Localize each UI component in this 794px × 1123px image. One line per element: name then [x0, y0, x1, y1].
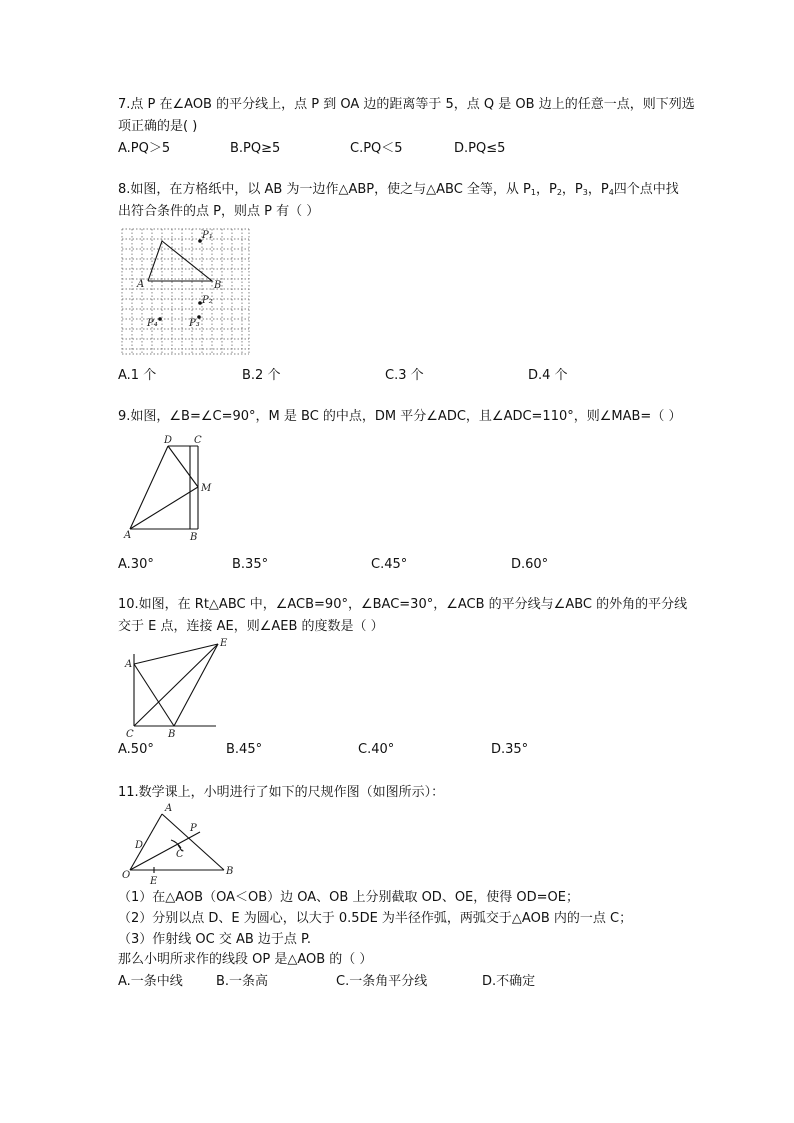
q10-option-c[interactable]: C.40°	[358, 742, 395, 757]
q10-figure	[120, 636, 230, 740]
q8-option-b[interactable]: B.2 个	[242, 368, 281, 383]
q10-option-a[interactable]: A.50°	[118, 742, 154, 757]
q10-stem-line2: 交于 E 点，连接 AE，则∠AEB 的度数是（ ）	[118, 619, 384, 634]
q10-option-d[interactable]: D.35°	[491, 742, 529, 757]
svg-text:A: A	[137, 279, 145, 290]
svg-text:P: P	[190, 823, 197, 834]
q11-question: 那么小明所求作的线段 OP 是△AOB 的（ ）	[118, 952, 373, 967]
q9-option-c[interactable]: C.45°	[371, 557, 408, 572]
svg-text:D: D	[164, 435, 173, 446]
svg-text:D: D	[135, 840, 144, 851]
q10-option-b[interactable]: B.45°	[226, 742, 263, 757]
q8-option-d[interactable]: D.4 个	[528, 368, 568, 383]
svg-text:O: O	[122, 870, 131, 881]
q8-grid-figure	[120, 227, 252, 357]
svg-text:M: M	[201, 483, 212, 494]
q11-step-2: （2）分别以点 D、E 为圆心，以大于 0.5DE 为半径作弧，两弧交于△AOB 内的一点 C；	[118, 911, 633, 926]
q9-stem: 9.如图，∠B=∠C=90°，M 是 BC 的中点，DM 平分∠ADC，且∠ADC=110°，则∠MAB=（ ）	[118, 409, 682, 424]
svg-text:E: E	[220, 638, 228, 649]
q10-stem-line1: 10.如图，在 Rt△ABC 中，∠ACB=90°，∠BAC=30°，∠ACB 的平分线与∠ABC 的外角的平分线	[118, 597, 688, 612]
triangle-abc	[148, 241, 212, 281]
svg-text:C: C	[126, 729, 134, 740]
svg-text:P₁: P₁	[202, 230, 213, 241]
q9-option-a[interactable]: A.30°	[118, 557, 154, 572]
q11-option-b[interactable]: B.一条高	[216, 974, 269, 989]
svg-text:A: A	[125, 659, 133, 670]
svg-text:B: B	[214, 280, 222, 291]
q11-stem: 11.数学课上，小明进行了如下的尺规作图（如图所示）：	[118, 785, 445, 800]
svg-text:B: B	[190, 532, 198, 543]
q7-stem-line2: 项正确的是( )	[118, 119, 198, 134]
svg-text:B: B	[226, 866, 234, 877]
svg-text:A: A	[165, 803, 173, 814]
q11-step-1: （1）在△AOB（OA＜OB）边 OA、OB 上分别截取 OD、OE，使得 OD=OE；	[118, 890, 579, 905]
q9-figure	[120, 432, 220, 544]
point-p4	[158, 317, 162, 321]
svg-text:E: E	[150, 876, 158, 886]
q11-option-d[interactable]: D.不确定	[482, 974, 536, 989]
q7-option-a[interactable]: A.PQ＞5	[118, 141, 171, 156]
q7-option-b[interactable]: B.PQ≥5	[230, 141, 281, 156]
q11-option-a[interactable]: A.一条中线	[118, 974, 183, 989]
svg-text:P₄: P₄	[147, 318, 158, 329]
svg-text:P₃: P₃	[189, 318, 200, 329]
q11-figure	[118, 800, 242, 886]
q8-option-a[interactable]: A.1 个	[118, 368, 157, 383]
q7-option-d[interactable]: D.PQ≤5	[454, 141, 506, 156]
q8-option-c[interactable]: C.3 个	[385, 368, 424, 383]
svg-text:C: C	[176, 849, 184, 860]
q11-option-c[interactable]: C.一条角平分线	[336, 974, 428, 989]
q7-option-c[interactable]: C.PQ＜5	[350, 141, 403, 156]
svg-text:P₂: P₂	[202, 295, 213, 306]
svg-text:A: A	[124, 530, 132, 541]
q9-option-d[interactable]: D.60°	[511, 557, 549, 572]
q9-option-b[interactable]: B.35°	[232, 557, 269, 572]
q8-stem-line1: 8.如图，在方格纸中，以 AB 为一边作△ABP，使之与△ABC 全等，从 $P_1$，$P_2$，$P_3$，$P_4$四个点中找	[118, 182, 679, 197]
q8-stem-line2: 出符合条件的点 P，则点 P 有（ ）	[118, 204, 320, 219]
svg-text:B: B	[168, 729, 176, 740]
q7-stem-line1: 7.点 P 在∠AOB 的平分线上，点 P 到 OA 边的距离等于 5，点 Q 是 OB 边上的任意一点，则下列选	[118, 97, 695, 112]
q11-step-3: （3）作射线 OC 交 AB 边于点 P.	[118, 932, 312, 947]
svg-text:C: C	[194, 435, 202, 446]
